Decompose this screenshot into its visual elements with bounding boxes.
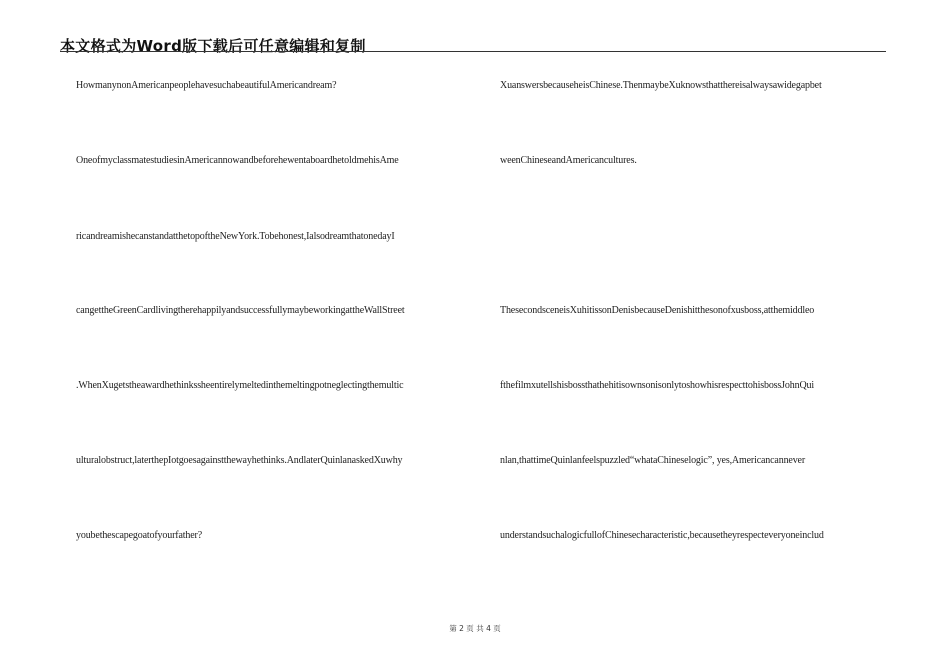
text-line: ulturalobstruct,laterthepIotgoesagainstthewayhethinks.AndlaterQuinlanaskedXuwhy [76, 455, 403, 466]
text-line: HowmanynonAmericanpeoplehavesuchabeautifulAmericandream? [76, 80, 337, 91]
text-line: ThesecondsceneisXuhitissonDenisbecauseDenishitthesonofxusboss,atthemiddleo [500, 305, 815, 316]
document-header-title: 本文格式为Word版下载后可任意编辑和复制 [60, 37, 366, 55]
text-line: fthefilmxutellshisbossthathehitisownsonisonlytoshowhisrespecttohisbossJohnQui [500, 380, 815, 391]
text-line: understandsuchalogicfullofChinesecharacteristic,becausetheyrespecteveryoneinclud [500, 530, 824, 541]
text-line: XuanswersbecauseheisChinese.ThenmaybeXuknowsthatthereisalwaysawidegapbet [500, 80, 822, 91]
text-line: cangettheGreenCardlivingtherehappilyandsuccessfullymaybeworkingattheWallStreet [76, 305, 405, 316]
text-line: weenChineseandAmericancultures. [500, 155, 637, 166]
text-line: nlan,thattimeQuinlanfeelspuzzled“whataChineselogic”, yes,Americancannever [500, 455, 806, 466]
page-number-footer: 第 2 页 共 4 页 [449, 624, 501, 633]
text-line: OneofmyclassmatestudiesinAmericannowandbeforehewentaboardhetoldmehisAme [76, 155, 399, 166]
text-line: ricandreamishecanstandatthetopoftheNewYork.Tobehonest,IalsodreamthatonedayI [76, 231, 395, 242]
header-divider [60, 51, 886, 52]
text-line: .WhenXugetstheawardhethinkssheentirelymeltedinthemeltingpotneglectingthemultic [76, 380, 404, 391]
text-line: youbethescapegoatofyourfather? [76, 530, 202, 541]
